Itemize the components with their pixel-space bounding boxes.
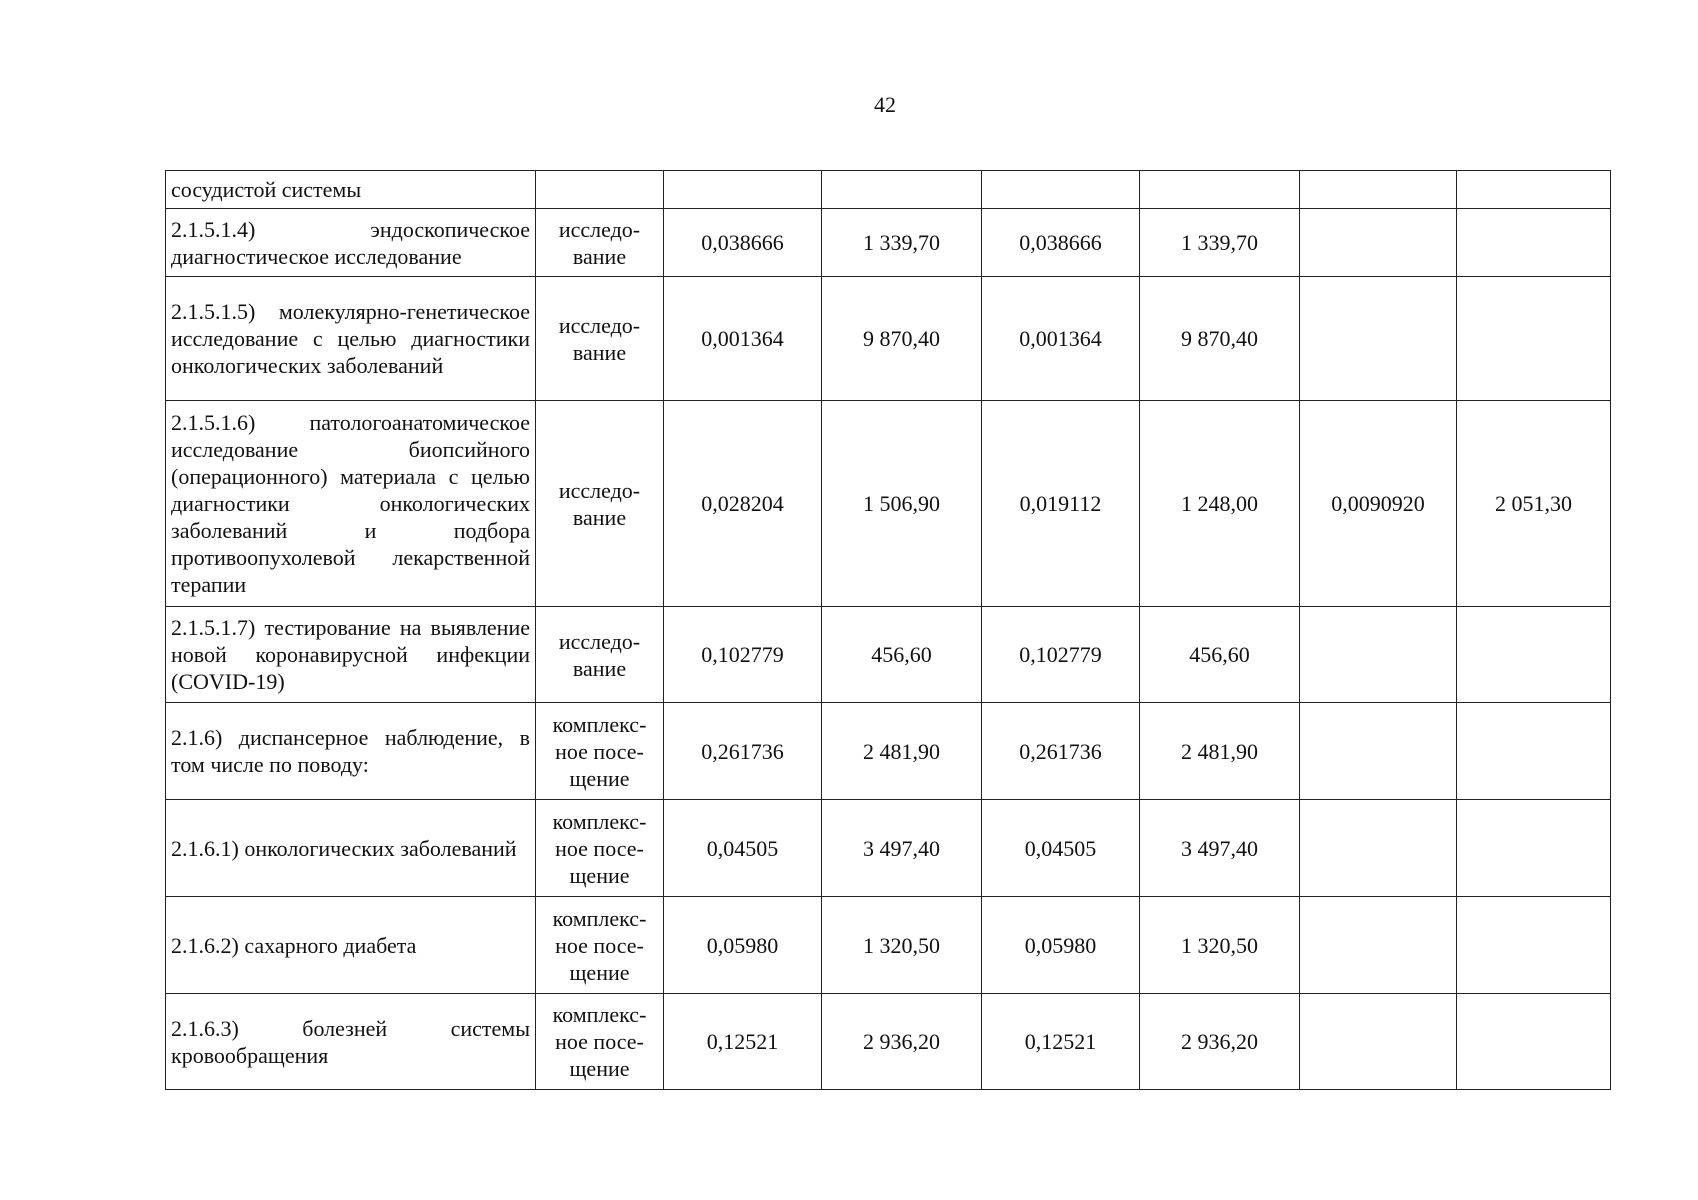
cell-value-5 xyxy=(1300,994,1457,1090)
table-row xyxy=(166,277,1611,401)
cell-value-3: 0,102779 xyxy=(982,607,1140,703)
cell-value-5 xyxy=(1300,800,1457,897)
row-unit: исследо-вание xyxy=(536,401,664,607)
cell-value-5 xyxy=(1300,277,1457,401)
cell-value-6 xyxy=(1457,703,1611,800)
cell-value-2: 2 481,90 xyxy=(822,703,982,800)
cell-value-3: 0,019112 xyxy=(982,401,1140,607)
row-unit: комплекс-ное посе-щение xyxy=(536,994,664,1090)
cell-value-2: 1 506,90 xyxy=(822,401,982,607)
row-description: 2.1.5.1.7) тестирование на выявление новой коронавирусной инфекции (COVID-19) xyxy=(166,607,536,703)
page-number: 42 xyxy=(874,92,896,117)
table-row xyxy=(166,171,1611,209)
table-row xyxy=(166,703,1611,800)
cell-value-2: 1 339,70 xyxy=(822,209,982,277)
cell-value-4: 3 497,40 xyxy=(1140,800,1300,897)
row-description: 2.1.6.3) болезней системы кровообращения xyxy=(166,994,536,1090)
row-description: сосудистой системы xyxy=(166,171,536,209)
cell-value-1: 0,001364 xyxy=(664,277,822,401)
table-row xyxy=(166,800,1611,897)
cell-value-4: 2 481,90 xyxy=(1140,703,1300,800)
cell-value-6 xyxy=(1457,277,1611,401)
cell-value-3: 0,261736 xyxy=(982,703,1140,800)
row-description: 2.1.5.1.6) патологоанатомическое исследование биопсийного (операционного) материала с целью диагностики онкологических заболеваний и подбора противоопухолевой лекарственной терапии xyxy=(166,401,536,607)
cell-value-3: 0,05980 xyxy=(982,897,1140,994)
row-description: 2.1.5.1.4) эндоскопическое диагностическое исследование xyxy=(166,209,536,277)
cell-value-1: 0,12521 xyxy=(664,994,822,1090)
cell-value-1: 0,04505 xyxy=(664,800,822,897)
cell-value-1: 0,05980 xyxy=(664,897,822,994)
row-unit: исследо-вание xyxy=(536,607,664,703)
cell-value-3: 0,12521 xyxy=(982,994,1140,1090)
cell-value-1: 0,038666 xyxy=(664,209,822,277)
row-unit: комплекс-ное посе-щение xyxy=(536,703,664,800)
table-row xyxy=(166,897,1611,994)
cell-value-4: 1 320,50 xyxy=(1140,897,1300,994)
row-description: 2.1.6.1) онкологических заболеваний xyxy=(166,800,536,897)
cell-value-5 xyxy=(1300,171,1457,209)
cell-value-4: 456,60 xyxy=(1140,607,1300,703)
row-description: 2.1.6) диспансерное наблюдение, в том числе по поводу: xyxy=(166,703,536,800)
row-unit: исследо-вание xyxy=(536,209,664,277)
row-description: 2.1.6.2) сахарного диабета xyxy=(166,897,536,994)
cell-value-4: 1 339,70 xyxy=(1140,209,1300,277)
cell-value-2 xyxy=(822,171,982,209)
row-description: 2.1.5.1.5) молекулярно-генетическое исследование с целью диагностики онкологических заболеваний xyxy=(166,277,536,401)
cell-value-6: 2 051,30 xyxy=(1457,401,1611,607)
cell-value-3: 0,001364 xyxy=(982,277,1140,401)
row-unit: исследо-вание xyxy=(536,277,664,401)
row-unit: комплекс-ное посе-щение xyxy=(536,800,664,897)
cell-value-2: 9 870,40 xyxy=(822,277,982,401)
table-row xyxy=(166,607,1611,703)
cell-value-2: 2 936,20 xyxy=(822,994,982,1090)
table-row xyxy=(166,209,1611,277)
row-unit xyxy=(536,171,664,209)
table-row xyxy=(166,994,1611,1090)
cell-value-1: 0,261736 xyxy=(664,703,822,800)
cell-value-5 xyxy=(1300,703,1457,800)
cell-value-6 xyxy=(1457,994,1611,1090)
norms-table xyxy=(165,170,1611,1090)
cell-value-3: 0,04505 xyxy=(982,800,1140,897)
cell-value-1: 0,102779 xyxy=(664,607,822,703)
table-row xyxy=(166,401,1611,607)
cell-value-5 xyxy=(1300,897,1457,994)
cell-value-5 xyxy=(1300,209,1457,277)
cell-value-6 xyxy=(1457,607,1611,703)
cell-value-1: 0,028204 xyxy=(664,401,822,607)
cell-value-3 xyxy=(982,171,1140,209)
cell-value-6 xyxy=(1457,209,1611,277)
cell-value-1 xyxy=(664,171,822,209)
cell-value-6 xyxy=(1457,171,1611,209)
cell-value-2: 1 320,50 xyxy=(822,897,982,994)
row-unit: комплекс-ное посе-щение xyxy=(536,897,664,994)
cell-value-5: 0,0090920 xyxy=(1300,401,1457,607)
cell-value-4: 9 870,40 xyxy=(1140,277,1300,401)
cell-value-6 xyxy=(1457,897,1611,994)
cell-value-3: 0,038666 xyxy=(982,209,1140,277)
cell-value-2: 3 497,40 xyxy=(822,800,982,897)
cell-value-4 xyxy=(1140,171,1300,209)
cell-value-5 xyxy=(1300,607,1457,703)
cell-value-4: 1 248,00 xyxy=(1140,401,1300,607)
cell-value-6 xyxy=(1457,800,1611,897)
cell-value-2: 456,60 xyxy=(822,607,982,703)
cell-value-4: 2 936,20 xyxy=(1140,994,1300,1090)
